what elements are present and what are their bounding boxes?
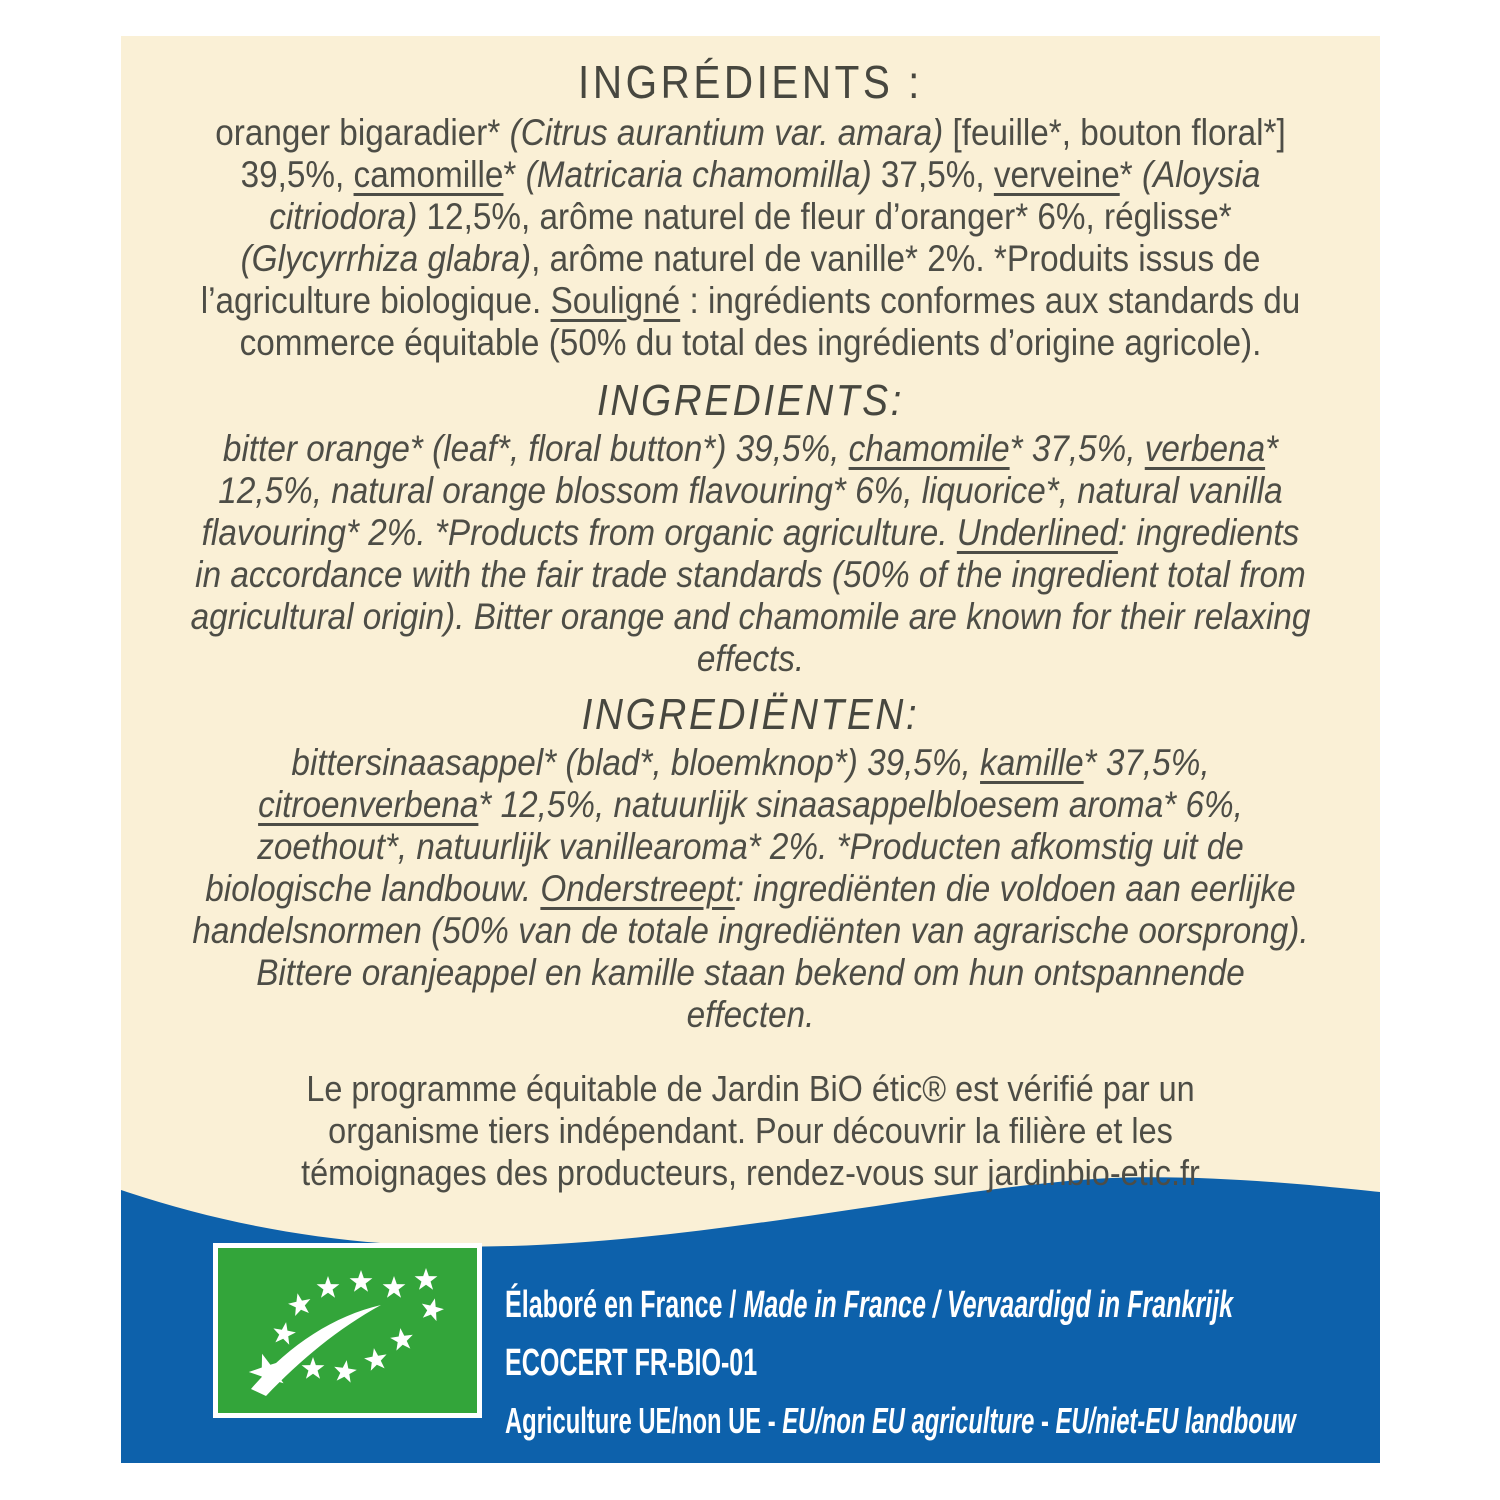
- origin-certification-text: [505, 1276, 1296, 1450]
- label-text-content: [121, 36, 1380, 1194]
- heading-ingredients-en: INGREDIENTS:: [596, 376, 905, 425]
- ingredients-paragraph-nl: bittersinaasappel* (blad*, bloemknop*) 39,5%, kamille* 37,5%, citroenverbena* 12,5%, natuurlijk sinaasappelbloesem aroma* 6%, zoethout*, natuurlijk vanillearoma* 2%. *Producten afkomstig uit de biologische landbouw. Onderstreept: ingrediënten die voldoen aan eerlijke handelsnormen (50% van de totale ingrediënten van agrarische oorsprong). Bittere oranjeappel en kamille staan bekend om hun ontspannende effecten.: [192, 742, 1309, 1035]
- made-in-line: Élaboré en France / Made in France / Vervaardigd in Frankrijk: [505, 1284, 1234, 1326]
- fair-trade-program-text: Le programme équitable de Jardin BiO étic® est vérifié par un organisme tiers indépendant. Pour découvrir la filière et les témoignages des producteurs, rendez-vous sur jardinbio-etic.fr: [301, 1068, 1200, 1193]
- agriculture-origin-line: Agriculture UE/non UE - EU/non EU agriculture - EU/niet-EU landbouw: [505, 1400, 1296, 1441]
- ingredients-paragraph-fr: oranger bigaradier* (Citrus aurantium var. amara) [feuille*, bouton floral*] 39,5%, camomille* (Matricaria chamomilla) 37,5%, verveine* (Aloysia citriodora) 12,5%, arôme naturel de fleur d’oranger* 6%, réglisse* (Glycyrrhiza glabra), arôme naturel de vanille* 2%. *Produits issus de l’agriculture biologique. Souligné : ingrédients conformes aux standards du commerce équitable (50% du total des ingrédients d’origine agricole).: [200, 112, 1301, 363]
- eu-organic-leaf-stars: [218, 1248, 477, 1413]
- ecocert-line: ECOCERT FR-BIO-01: [505, 1342, 758, 1384]
- eu-organic-logo: [213, 1243, 482, 1418]
- ingredients-paragraph-en: bitter orange* (leaf*, floral button*) 39,5%, chamomile* 37,5%, verbena* 12,5%, natural orange blossom flavouring* 6%, liquorice*, natural vanilla flavouring* 2%. *Products from organic agriculture. Underlined: ingredients in accordance with the fair trade standards (50% of the ingredient total from agricultural origin). Bitter orange and chamomile are known for their relaxing effects.: [190, 428, 1311, 679]
- heading-ingredients-fr: INGRÉDIENTS :: [578, 56, 923, 108]
- ingredients-label-panel: [121, 36, 1380, 1463]
- heading-ingredients-nl: INGREDIËNTEN:: [581, 690, 920, 739]
